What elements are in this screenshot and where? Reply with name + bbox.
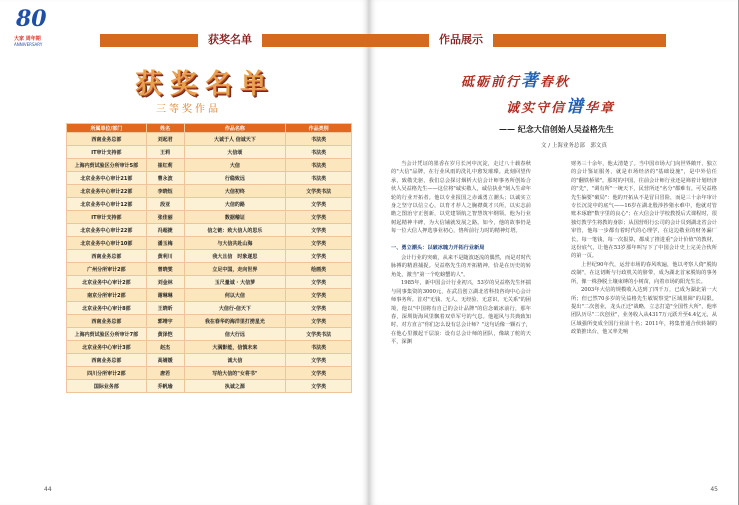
cell-name: 王莉 <box>146 146 184 159</box>
cell-unit: 北京业务中心审计21部 <box>67 172 147 185</box>
cell-unit: 西南业务总部 <box>67 133 147 146</box>
table-row <box>67 367 352 380</box>
cell-category: 绘画类 <box>286 263 352 276</box>
left-page <box>0 0 369 505</box>
table-row <box>67 146 352 159</box>
table-row <box>67 328 352 341</box>
cell-unit: 北京业务中心审计22部 <box>67 224 147 237</box>
page-number: 44 <box>44 486 52 493</box>
cell-category: 文学类 <box>286 250 352 263</box>
cell-category: 文学类 <box>286 276 352 289</box>
cell-work: 信之链：致大信人的思乐 <box>184 224 286 237</box>
cell-category: 书法类 <box>286 146 352 159</box>
table-row <box>67 354 352 367</box>
article-column-2 <box>571 160 717 337</box>
cell-name: 高婧媛 <box>146 354 184 367</box>
table-row <box>67 172 352 185</box>
table-row <box>67 263 352 276</box>
cell-category: 文学类 <box>286 302 352 315</box>
cell-name: 赵杰 <box>146 341 184 354</box>
cell-name: 冯超捷 <box>146 224 184 237</box>
cell-work: 我大且信 时象遂思 <box>184 250 286 263</box>
cell-work: 大信颂 <box>184 146 286 159</box>
calligraphy-1-highlight: 著 <box>521 71 541 91</box>
logo-line2: ANNIVERSARY <box>14 42 43 47</box>
cell-work: 大信行-信天下 <box>184 302 286 315</box>
cell-unit: 北京业务中心审计10部 <box>67 237 147 250</box>
cell-name: 曹永波 <box>146 172 184 185</box>
table-row <box>67 276 352 289</box>
calligraphy-1-before: 砥砺前行 <box>461 75 522 90</box>
award-level-subtitle: 三等奖作品 <box>156 104 221 115</box>
calligraphy-2-after: 华章 <box>585 101 616 116</box>
cell-name: 王晓昕 <box>146 302 184 315</box>
article-title: —— 纪念大信创始人吴益格先生 <box>499 124 614 134</box>
cell-name: 曾晓雯 <box>146 263 184 276</box>
cell-name: 潘玉梅 <box>146 237 184 250</box>
header-unit: 所属单位/部门 <box>67 124 147 133</box>
cell-work: 数据稽证 <box>184 211 286 224</box>
page-title: 获奖名单 <box>135 69 275 100</box>
cell-category: 文学类书法 <box>286 328 352 341</box>
cell-unit: 北京业务中心审计8部 <box>67 302 147 315</box>
cell-category: 文学类书法 <box>286 185 352 198</box>
section-heading: 一、勇立潮头：以破冰魄力开拓行业新局 <box>391 244 485 251</box>
cell-unit: 北京业务中心审计12部 <box>67 198 147 211</box>
cell-category: 文学类 <box>286 315 352 328</box>
table-row <box>67 224 352 237</box>
right-page <box>369 0 738 505</box>
paragraph: 上世纪90年代，运营市场的春风吹遍，他以考察人倚"脱钩改制"，在这切断与行政机关的脐带，成为湖北首家脱钩的事务所，像一株挣脱土壤束缚的小树苗，向着市场的阳光生长。 <box>571 261 717 285</box>
cell-unit: 北京业务中心审计2部 <box>67 276 147 289</box>
cell-category: 文学类 <box>286 367 352 380</box>
cell-category: 文学类 <box>286 237 352 250</box>
page-number: 45 <box>710 486 718 493</box>
cell-name: 刘金林 <box>146 276 184 289</box>
cell-name: 乔帆瑜 <box>146 380 184 393</box>
cell-work: 信大行远 <box>184 328 286 341</box>
article-column-1 <box>391 160 531 347</box>
cell-work: 大信初终 <box>184 185 286 198</box>
paragraph: 当会计凭证的墨香在岁月长河中沉淀，走过八十载春秋的"大信"品牌，在行业风雨的洗礼中愈发璀璨。此刻回望传承，致敬先驱，我们总会探讨烟析大信会计师事务所创始合伙人吴益格先生——这位将"诚实敬人，诚信执业"刻入生命年轮的行业开拓者。他以专业报国之赤诚勇立潮头；以诚实立身之坚守以信立心，以育才荐人之胸襟奠才兴所，以实志前瞻之图治守正创新，以党建领航之智慧筑牢纲领。他为行业树起精神丰碑，为大信铺就发展之路。如今，他的故事仍是每一位大信人押选事业初心，恪所前行力时的精神灯塔。 <box>391 161 531 235</box>
logo-line1: 大家 周年期 <box>14 36 41 42</box>
paragraph: 1985年，新中国会计行业初兴，53岁的吴益格先生怀揣与同事集资的3000元，在武昌创立湖北省科技咨询中心会计师事务所。首对"无钱、无人、无经验、无意识、无关系"的困境，他以"中国将有自己的会计品牌"的信念破冰前行，那年春，深圳街海风里飘着双草军号的气息。他超风与共典致知时，对方直言"你们怎么设有总会计师？"这句话像一颗石子，在他心里激起千层浪：设有总会计师的团队，像缺了舵的天平，深渊 <box>391 280 531 346</box>
table-row <box>67 185 352 198</box>
table-header-row <box>67 124 352 133</box>
cell-category: 文学类 <box>286 354 352 367</box>
cell-category: 文学类 <box>286 380 352 393</box>
cell-work: 立足中国，走向世界 <box>184 263 286 276</box>
cell-unit: 西南业务总部 <box>67 250 147 263</box>
cell-name: 段亚 <box>146 198 184 211</box>
cell-name: 刘起君 <box>146 133 184 146</box>
cell-name: 谢琳琳 <box>146 289 184 302</box>
paragraph: 2003年大信的规模收入达到了四千万，已成为湖北第一大所；但已然70多岁的吴益格先生敏锐察觉"区域墨障"的局限。提出"二次创业，龙头正迁"战略，立志打造"全国性大所"，他率团队历尽"二次创业"，业务收入从4317万元跃升至4.4亿元，从区域强所变成全国行业前十名；2011年，将集普通合伙转制的政策推出台，他又率先响 <box>571 287 717 336</box>
anniversary-logo <box>10 6 54 50</box>
cell-work: 写给大信的"女将书" <box>184 367 286 380</box>
award-table <box>66 123 352 393</box>
header-name: 姓名 <box>146 124 184 133</box>
table-row <box>67 302 352 315</box>
cell-unit: IT审计支持部 <box>67 211 147 224</box>
table-row <box>67 250 352 263</box>
cell-category: 书法类 <box>286 133 352 146</box>
cell-name: 黄利川 <box>146 250 184 263</box>
cell-work: 玉尺量诚 · 大信萝 <box>184 276 286 289</box>
cell-work: 大满影能，信慎未来 <box>184 341 286 354</box>
cell-category: 书法类 <box>286 341 352 354</box>
cell-work: 大诚于人 信诚天下 <box>184 133 286 146</box>
cell-category: 文学类 <box>286 289 352 302</box>
table-row <box>67 341 352 354</box>
cell-category: 书法类 <box>286 159 352 172</box>
cell-unit: 北京业务中心审计3部 <box>67 341 147 354</box>
cell-work: 我在春华的海洋里打捞星光 <box>184 315 286 328</box>
table-row <box>67 315 352 328</box>
calligraphy-2-highlight: 谱 <box>566 97 586 117</box>
cell-work: 大信 <box>184 159 286 172</box>
cell-work: 与大信共赴山海 <box>184 237 286 250</box>
article-byline: 文 / 上海业务总部 郭文真 <box>541 143 607 149</box>
cell-category: 文学类 <box>286 224 352 237</box>
table-row <box>67 198 352 211</box>
cell-unit: 北京业务中心审计22部 <box>67 185 147 198</box>
cell-unit: 广州分所审计2部 <box>67 263 147 276</box>
paragraph: 会计行业的突破，从来不是随波逐流的偶然，而是对时代脉搏的精准捕捉。吴益格先生的开拓精神，恰是在历史的转角处，激当"第一个吃螃蟹的人"。 <box>391 255 531 278</box>
cell-unit: 四川分所审计2部 <box>67 367 147 380</box>
header-band <box>369 34 666 47</box>
table-row <box>67 237 352 250</box>
cell-work: 何以大信 <box>184 289 286 302</box>
cell-name: 黄泽恺 <box>146 328 184 341</box>
cell-unit: 国际业务部 <box>67 380 147 393</box>
header-work: 作品名称 <box>184 124 286 133</box>
cell-category: 文学类 <box>286 198 352 211</box>
award-table-body <box>67 133 352 393</box>
table-row <box>67 289 352 302</box>
cell-name: 崔红莉 <box>146 159 184 172</box>
cell-unit: 南京分所审计2部 <box>67 289 147 302</box>
cell-work: 大信的路 <box>184 198 286 211</box>
paragraph: 财务三十余年，他太清楚了。当中国市场大门向世界敞开，独立的会计鉴证服务，就是市场经济的"基础设施"，是中外信任的"翻铁桥梁"。那时的中国，往前会计师行业还是筛着计划经济的"先"，"调有所"一统天下，民营所还"名分"都难有。可吴益格先生偏要"破局"：他的开拓从不是冒目冒险，而是三十余年审计专长沉淀中的底气——16岁在湖北殷涉抄猪水难中，他就对管账本琢磨"数字里的良心"；在大信会计学校教授后式课程时，很独灯教学生将教的身影；从国营组行公司的会计员到湖北省会计审管，他每一步都有着时代的心理学，在这边敬业的财务漏厂长，每一笔钱，每一次报算，都成了推进重"会计价值"的教材，这份底气，让他在53岁那年叫写下了中国会计史上完美合伙所的第一页。 <box>571 161 717 260</box>
cell-unit: 上海内贸试验区分所审计7部 <box>67 328 147 341</box>
cell-name: 唐若 <box>146 367 184 380</box>
cell-category: 书法类 <box>286 172 352 185</box>
cell-work: 行稳致远 <box>184 172 286 185</box>
cell-unit: 上海内贸试验区分所审计5部 <box>67 159 147 172</box>
calligraphy-1-after: 春秋 <box>540 75 571 90</box>
header-category: 作品类别 <box>286 124 352 133</box>
table-row <box>67 133 352 146</box>
cell-unit: 西南业务总部 <box>67 354 147 367</box>
logo-number: 80 <box>16 6 47 32</box>
table-row <box>67 211 352 224</box>
cell-category: 文学类 <box>286 211 352 224</box>
cell-work: 诚大信 <box>184 354 286 367</box>
calligraphy-line-2 <box>506 92 615 117</box>
cell-name: 李晓钰 <box>146 185 184 198</box>
calligraphy-2-before: 诚实守信 <box>506 101 567 116</box>
cell-work: 执诚之源 <box>184 380 286 393</box>
section-header: 获奖名单 <box>198 30 262 50</box>
cell-name: 郭靖宇 <box>146 315 184 328</box>
section-header: 作品展示 <box>429 30 493 50</box>
cell-name: 张佳丽 <box>146 211 184 224</box>
calligraphy-line-1 <box>461 66 570 91</box>
cell-unit: 西南业务总部 <box>67 315 147 328</box>
table-row <box>67 159 352 172</box>
table-row <box>67 380 352 393</box>
cell-unit: IT审计支持部 <box>67 146 147 159</box>
